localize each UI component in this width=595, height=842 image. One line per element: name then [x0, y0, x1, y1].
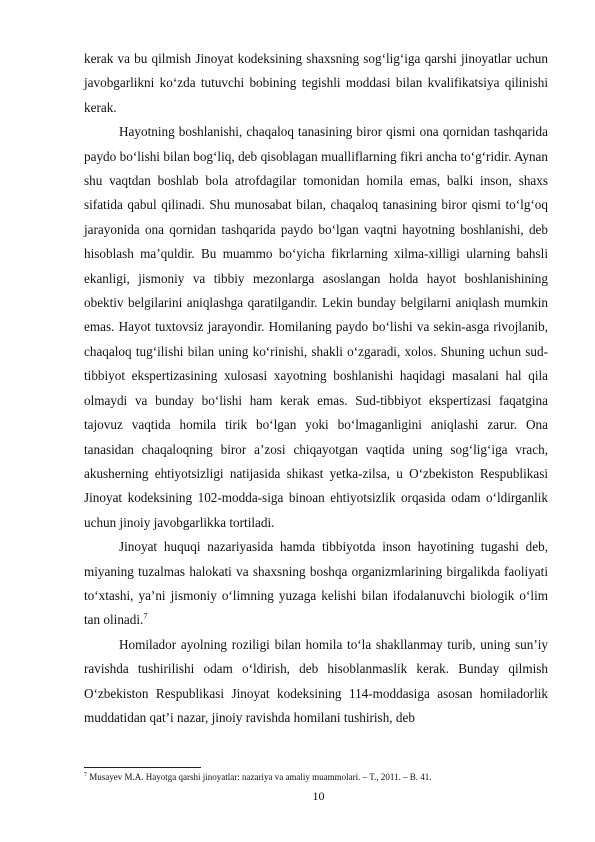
footnote-marker: 7: [84, 772, 87, 778]
paragraph-2: [84, 120, 548, 535]
footnote-separator: [84, 767, 201, 768]
paragraph-3-text: Jinoyat huquqi nazariyasida hamda tibbiyotda inson hayotining tugashi deb, miyaning tuzalmas halokati va shaxsning boshqa organizmlarining birgalikda faoliyati to‘xtashi, ya’ni jismoniy o‘limning yuzaga kelishi bilan ifodalanuvchi biologik o‘lim tan olinadi.: [84, 539, 548, 628]
paragraph-4-text: Homilador ayolning roziligi bilan homila to‘la shakllanmay turib, uning sun’iy ravishda tushirilishi odam o‘ldirish, deb hisoblanmaslik kerak. Bunday qilmish O‘zbekiston Respublikasi Jinoyat kodeksining 114-moddasiga asosan homiladorlik muddatidan qat’i nazar, jinoiy ravishda homilani tushirish, deb: [84, 636, 548, 725]
paragraph-2-text: Hayotning boshlanishi, chaqaloq tanasining biror qismi ona qornidan tashqarida paydo bo‘lishi bilan bog‘liq, deb qisoblagan mualliflarning fikri ancha to‘g‘ridir. Aynan shu vaqtdan boshlab bola atrofdagilar tomonidan homila emas, balki inson, shaxs sifatida qabul qilinadi. Shu munosabat bilan, chaqaloq tanasining biror qismi to‘lg‘oq jarayonida ona qornidan tashqarida paydo bo‘lgan vaqtni hayotning boshlanishi, deb hisoblash ma’quldir. Bu muammo bo‘yicha fikrlarning xilma-xilligi ularning bahsli ekanligi, jismoniy va tibbiy mezonlarga asoslangan holda hayot boshlanishining obektiv belgilarini aniqlashga qaratilgandir. Lekin bunday belgilarni aniqlash mumkin emas. Hayot tuxtovsiz jarayondir. Homilaning paydo bo‘lishi va sekin-asga rivojlanib, chaqaloq tug‘ilishi bilan uning ko‘rinishi, shakli o‘zgaradi, xolos. Shuning uchun sud-tibbiyot ekspertizasining xulosasi xayotning boshlanishi haqidagi masalani hal qila olmaydi va bunday bo‘lishi ham kerak emas. Sud-tibbiyot ekspertizasi faqatgina tajovuz vaqtida homila tirik bo‘lgan yoki bo‘lmaganligini aniqlashi zarur. Ona tanasidan chaqaloqning biror a’zosi chiqayotgan vaqtida uning sog‘lig‘iga vrach, akusherning ehtiyotsizligi natijasida shikast yetka-zilsa, u O‘zbekiston Respublikasi Jinoyat kodeksining 102-modda-siga binoan ehtiyotsizlik orqasida odam o‘ldirganlik uchun jinoiy javobgarlikka tortiladi.: [84, 124, 548, 530]
paragraph-3: [84, 535, 548, 633]
paragraph-1-text: kerak va bu qilmish Jinoyat kodeksining shaxsning sog‘lig‘iga qarshi jinoyatlar uchun javobgarlikni ko‘zda tutuvchi bobining tegishli moddasi bilan kvalifikatsiya qilinishi kerak.: [84, 51, 548, 115]
body-text: [84, 47, 548, 730]
footnote-reference[interactable]: 7: [143, 611, 148, 621]
footnote-text: Musayev M.A. Hayotga qarshi jinoyatlar: nazariya va amaliy muammolari. – T., 2011. – B. 41.: [87, 772, 432, 782]
page-number: 10: [312, 789, 325, 803]
paragraph-4: [84, 633, 548, 731]
footnote: [84, 771, 554, 783]
paragraph-1: [84, 47, 548, 120]
